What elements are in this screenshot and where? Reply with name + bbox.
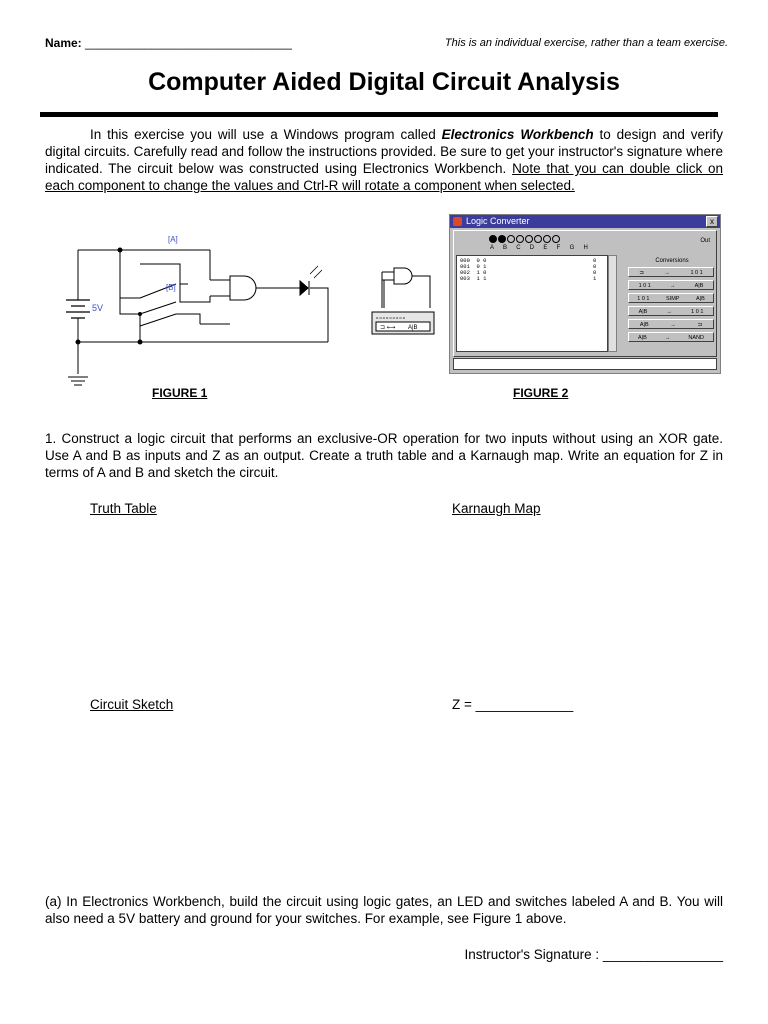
title-rule — [40, 112, 718, 117]
out-label: Out — [700, 238, 710, 244]
convert-expression-to-circuit-button[interactable]: A|B → ⊐ — [628, 319, 714, 329]
mini-label: A|B — [408, 325, 418, 331]
name-line: _______________________________ — [85, 36, 292, 50]
z-equation-field: Z = _____________ — [452, 697, 574, 712]
name-field — [45, 36, 292, 50]
switch-a-label: [A] — [168, 235, 178, 244]
logic-converter-window — [449, 214, 721, 374]
karnaugh-map-label: Karnaugh Map — [452, 501, 541, 516]
battery-label: 5V — [92, 303, 104, 313]
simplify-button[interactable]: 1 0 1 SIMP A|B — [628, 293, 714, 303]
window-title: Logic Converter — [466, 216, 530, 226]
intro-text-2: to design and verify digital circuits. Carefully read and follow the instructions provided. Be sure to get your instructor's signature where indicated. The circuit below was constructed using Electronics Workbench. — [45, 127, 724, 176]
intro-underlined-note: Note that you can double click on each component to change the values and Ctrl-R will rotate a component when selected. — [45, 161, 723, 193]
figure2-caption: FIGURE 2 — [513, 386, 569, 400]
svg-text:⊐ ⟷: ⊐ ⟷ — [380, 325, 396, 331]
truth-table-area — [456, 255, 608, 352]
battery-icon — [66, 300, 90, 318]
convert-table-to-expression-button[interactable]: 1 0 1 → A|B — [628, 280, 714, 290]
switch-b-label: [B] — [166, 283, 176, 292]
led-icon — [300, 281, 308, 295]
question1-text: 1. Construct a logic circuit that performs an exclusive-OR operation for two inputs without using an XOR gate. Use A and B as inputs and Z as an output. Create a truth table and a Karnaugh map. Write an equation for Z in terms of A and B and sketch the circuit. — [45, 431, 723, 480]
intro-paragraph — [45, 126, 723, 194]
ground-icon — [68, 377, 88, 385]
app-icon — [453, 217, 462, 226]
program-name: Electronics Workbench — [441, 127, 594, 142]
instructor-signature — [464, 947, 723, 962]
table-out: 0 0 0 1 — [593, 257, 597, 282]
expression-bar[interactable] — [453, 358, 717, 370]
figure1-caption: FIGURE 1 — [152, 386, 208, 400]
page-title: Computer Aided Digital Circuit Analysis — [148, 68, 620, 96]
signature-line: ________________ — [602, 947, 723, 962]
truth-table-label: Truth Table — [90, 501, 157, 516]
converter-mini-icon — [370, 262, 440, 342]
window-titlebar — [450, 215, 720, 228]
table-rows: 000 0 0 001 0 1 002 1 0 003 1 1 — [460, 257, 487, 282]
intro-text-1: In this exercise you will use a Windows program called — [90, 127, 442, 142]
input-letters: A B C D E F G H — [490, 245, 592, 251]
switch-b-icon — [140, 302, 176, 314]
close-icon[interactable]: x — [706, 216, 718, 227]
part-a-text: (a) In Electronics Workbench, build the circuit using logic gates, an LED and switches labeled A and B. You will also need a 5V battery and ground for your switches. For example, see Figure 1 above. — [45, 894, 723, 926]
convert-expression-to-nand-button[interactable]: A|B → NAND — [628, 332, 714, 342]
convert-expression-to-table-button[interactable]: A|B → 1 0 1 — [628, 306, 714, 316]
figure1-circuit — [60, 222, 340, 392]
circuit-sketch-label: Circuit Sketch — [90, 697, 174, 712]
signature-label: Instructor's Signature : — [464, 947, 600, 962]
conversions-title: Conversions — [655, 258, 689, 264]
and-gate-icon — [230, 276, 256, 300]
table-scrollbar[interactable] — [608, 255, 617, 352]
convert-circuit-to-table-button[interactable]: ⊐ → 1 0 1 — [628, 267, 714, 277]
name-label: Name: — [45, 36, 82, 50]
window-body — [453, 230, 717, 357]
exercise-note: This is an individual exercise, rather than a team exercise. — [444, 37, 728, 49]
svg-text:o o o o o o o o o: o o o o o o o o o — [376, 315, 405, 320]
